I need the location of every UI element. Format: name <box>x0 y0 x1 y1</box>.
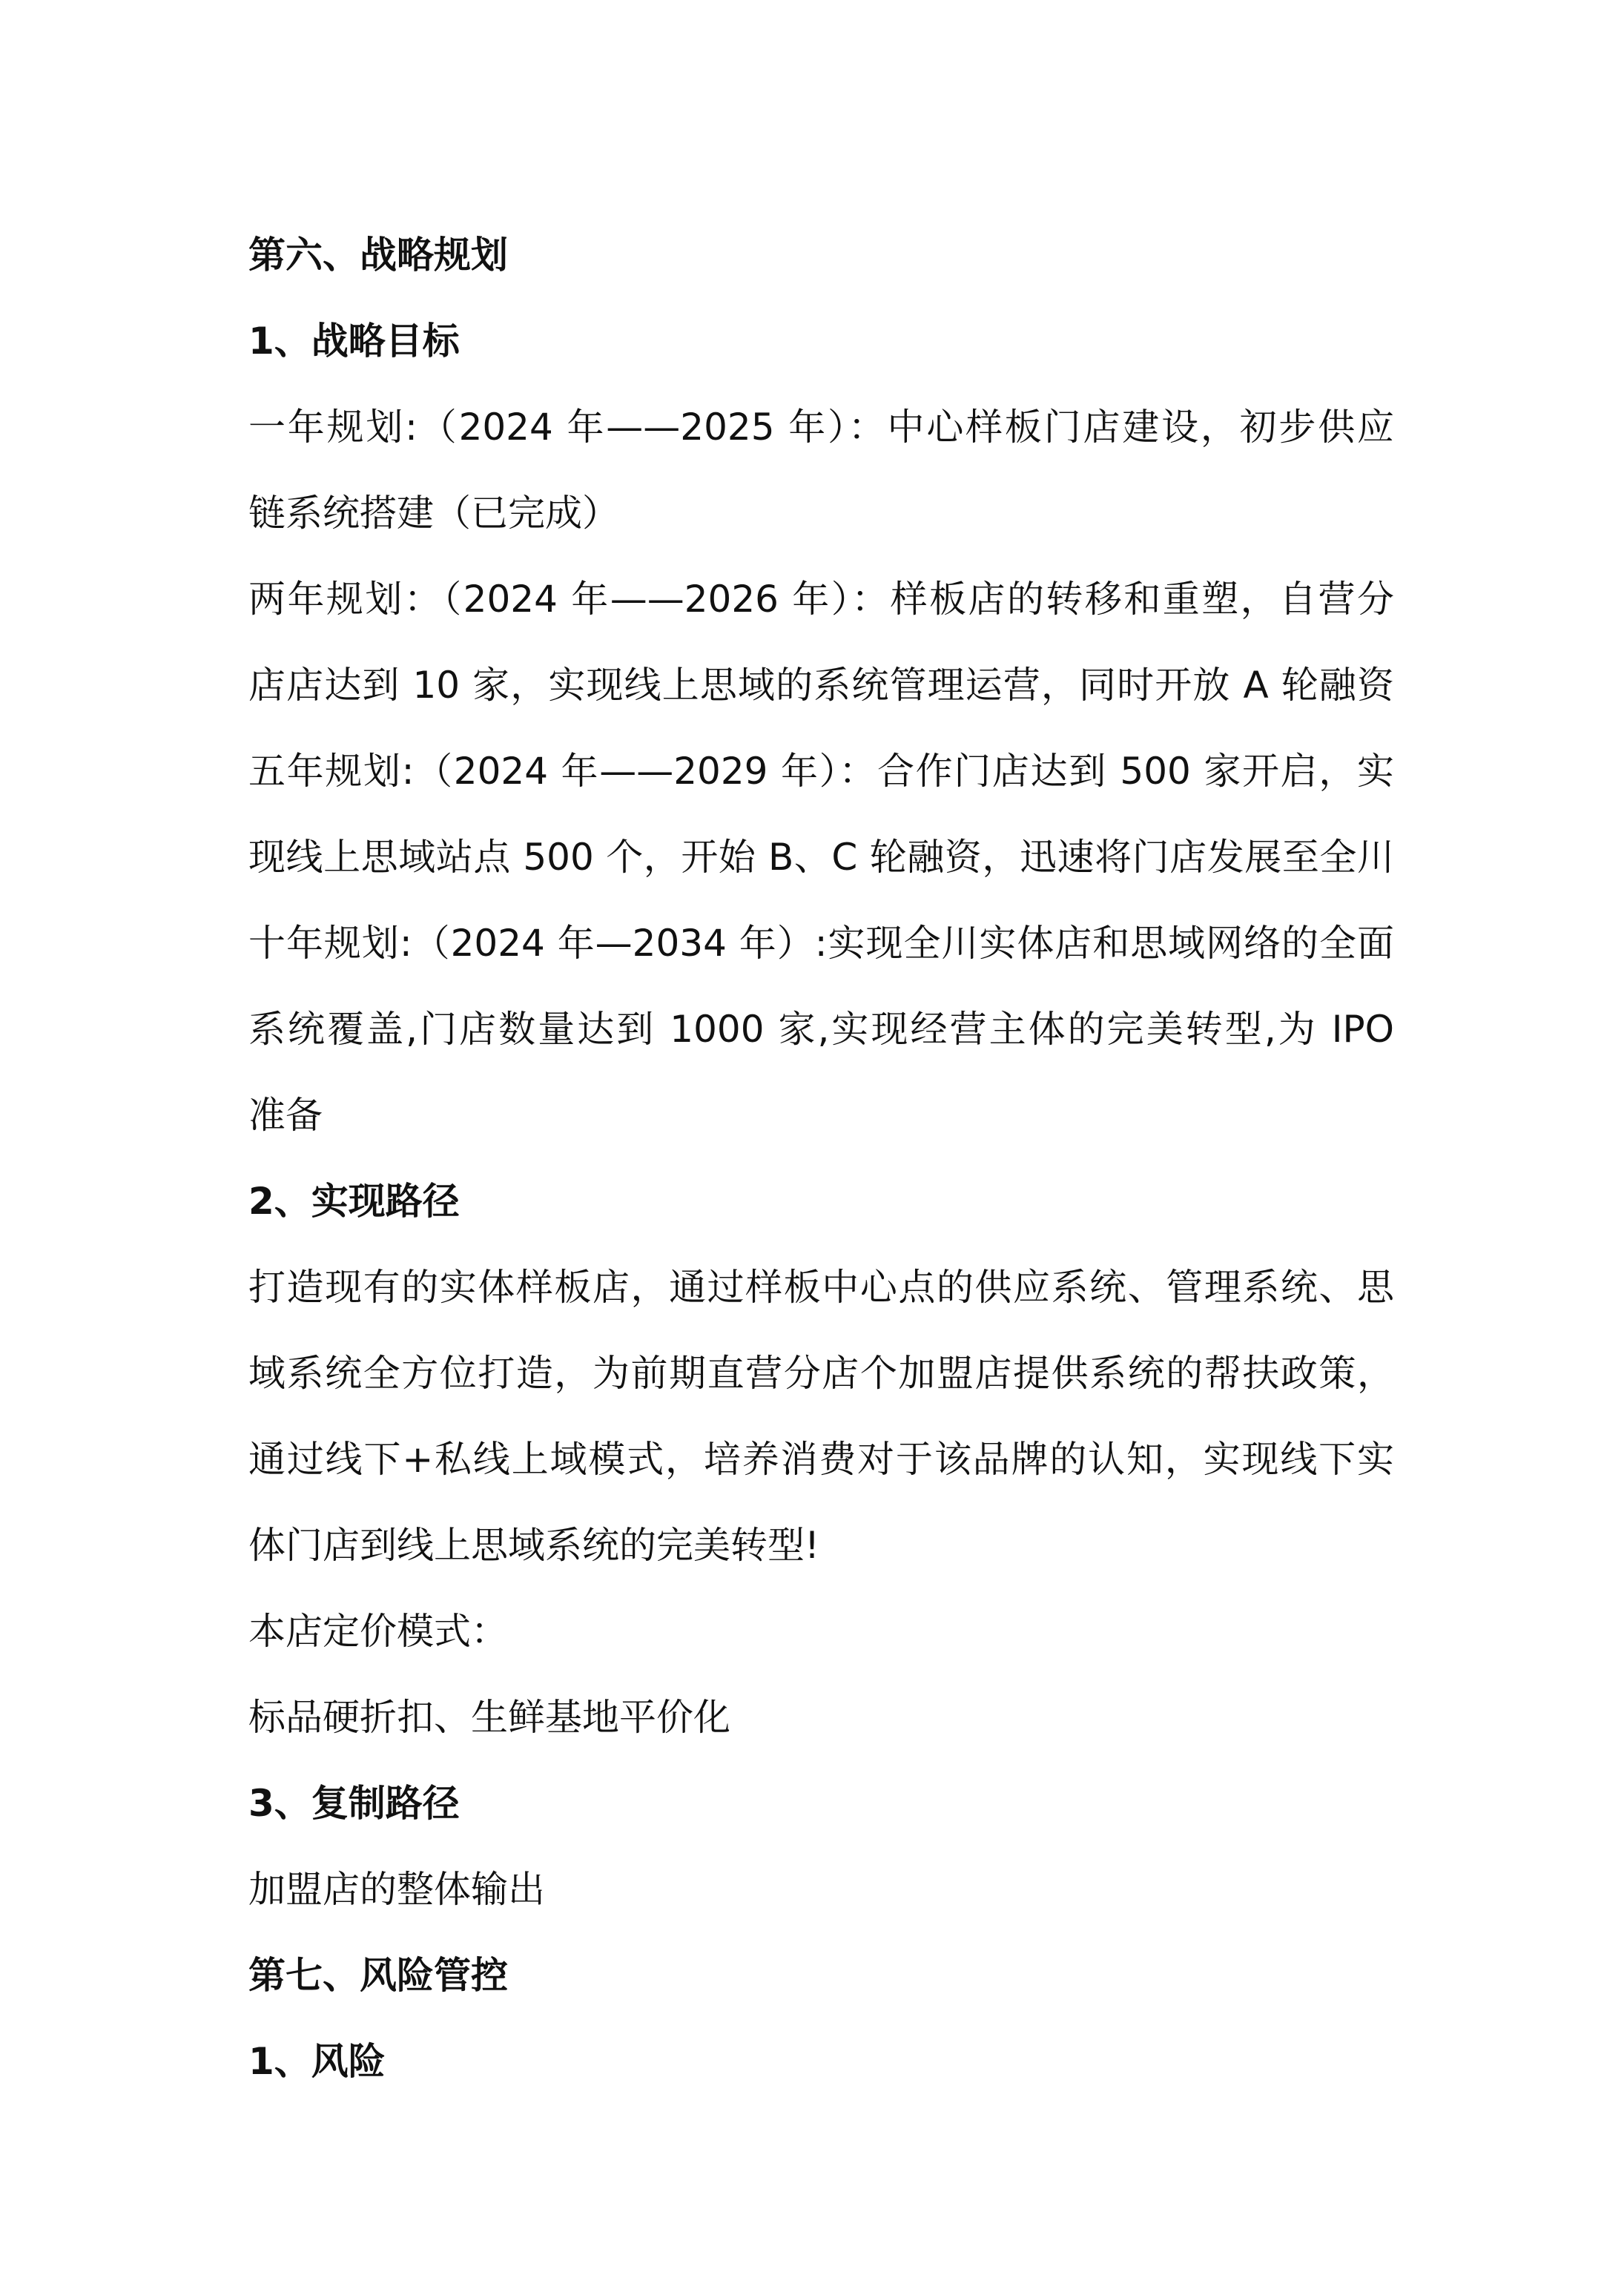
path-paragraph-line-4: 体门店到线上思域系统的完美转型! <box>248 1524 820 1567</box>
strategy-goal-heading: 1、战略目标 <box>248 320 460 363</box>
risk-heading: 1、风险 <box>248 2040 386 2083</box>
two-year-plan-line-1: 两年规划：（2024 年——2026 年）：样板店的转移和重塑，自营分 <box>248 578 1394 621</box>
path-paragraph-line-1: 打造现有的实体样板店，通过样板中心点的供应系统、管理系统、思 <box>248 1266 1394 1309</box>
pricing-model-value: 标品硬折扣、生鲜基地平价化 <box>248 1696 730 1739</box>
ten-year-plan-line-1: 十年规划:（2024 年—2034 年）:实现全川实体店和思域网络的全面 <box>248 922 1394 965</box>
replication-path-value: 加盟店的整体输出 <box>248 1868 545 1911</box>
pricing-model-label: 本店定价模式： <box>248 1610 508 1653</box>
path-paragraph-line-2: 域系统全方位打造，为前期直营分店个加盟店提供系统的帮扶政策， <box>248 1352 1394 1395</box>
five-year-plan-line-2: 现线上思域站点 500 个，开始 B、C 轮融资，迅速将门店发展至全川 <box>248 836 1394 879</box>
document-page <box>248 212 1394 2104</box>
replication-path-heading: 3、复制路径 <box>248 1782 460 1825</box>
two-year-plan-line-2: 店店达到 10 家，实现线上思域的系统管理运营，同时开放 A 轮融资 <box>248 664 1394 707</box>
one-year-plan-line-1: 一年规划:（2024 年——2025 年）：中心样板门店建设，初步供应 <box>248 406 1394 449</box>
section-7-title: 第七、风险管控 <box>248 1954 508 1997</box>
one-year-plan-line-2: 链系统搭建（已完成） <box>248 492 619 535</box>
ten-year-plan-line-3: 准备 <box>248 1094 323 1137</box>
implementation-path-heading: 2、实现路径 <box>248 1180 460 1223</box>
ten-year-plan-line-2: 系统覆盖,门店数量达到 1000 家,实现经营主体的完美转型,为 IPO <box>248 1008 1394 1051</box>
section-6-title: 第六、战略规划 <box>248 234 508 277</box>
five-year-plan-line-1: 五年规划:（2024 年——2029 年）：合作门店达到 500 家开启，实 <box>248 750 1394 793</box>
path-paragraph-line-3: 通过线下+私线上域模式，培养消费对于该品牌的认知，实现线下实 <box>248 1438 1394 1481</box>
